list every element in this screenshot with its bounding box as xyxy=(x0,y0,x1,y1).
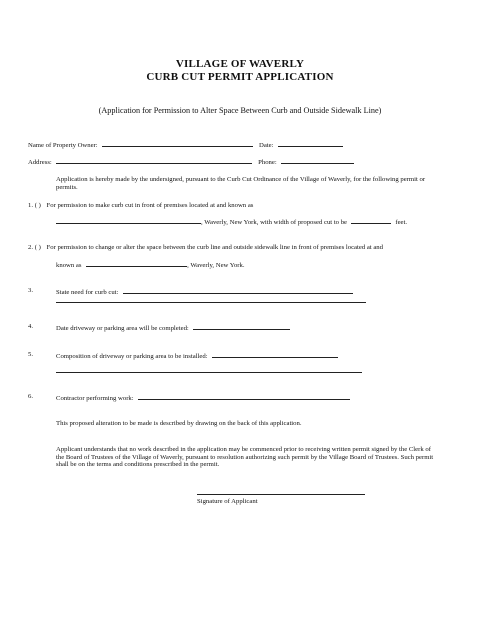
understanding-paragraph: Applicant understands that no work described in the application may be commenced prior to receiving written permit signed by the Clerk of the Board of Trustees of the Village of Waverly, pursuant to resolution authorizing such permit by the Village Board of Trustees. Such permit shall be on the terms and conditions prescribed in the permit. xyxy=(56,446,434,469)
address-row xyxy=(28,157,354,167)
date-field[interactable] xyxy=(278,140,343,147)
village-title: VILLAGE OF WAVERLY xyxy=(175,58,305,70)
item-2-line-1 xyxy=(28,244,383,252)
item-3-field-line-2[interactable] xyxy=(56,302,366,303)
item-2-checkbox[interactable]: 2. ( ) xyxy=(28,244,41,251)
item-2-location-field[interactable] xyxy=(86,260,187,267)
item-1-line-1 xyxy=(28,202,253,210)
item-2-text: For permission to change or alter the space between the curb line and outside sidewalk line in front of premises located at and xyxy=(46,244,383,251)
item-3-num: 3. xyxy=(28,287,34,294)
item-6-label: Contractor performing work: xyxy=(56,395,134,402)
item-3-field[interactable] xyxy=(123,287,353,294)
item-6-num: 6. xyxy=(28,393,34,400)
phone-label: Phone: xyxy=(258,159,277,166)
date-label: Date: xyxy=(259,142,274,149)
owner-row xyxy=(28,140,343,150)
item-5-field[interactable] xyxy=(212,351,338,358)
item-1-mid-text: , Waverly, New York, with width of proposed cut to be xyxy=(201,219,348,226)
item-4-field[interactable] xyxy=(193,323,290,330)
item-2-known-label: known as xyxy=(56,262,82,269)
item-6-field[interactable] xyxy=(138,393,350,400)
form-title: CURB CUT PERMIT APPLICATION xyxy=(146,71,334,83)
item-4-label: Date driveway or parking area will be completed: xyxy=(56,325,189,332)
item-1-width-field[interactable] xyxy=(351,217,391,224)
owner-field[interactable] xyxy=(102,140,253,147)
phone-field[interactable] xyxy=(281,157,354,164)
item-4-row xyxy=(56,323,290,333)
item-1-checkbox[interactable]: 1. ( ) xyxy=(28,202,41,209)
item-1-line-2 xyxy=(56,217,407,227)
owner-label: Name of Property Owner: xyxy=(28,142,98,149)
item-3-label: State need for curb cut: xyxy=(56,289,119,296)
drawing-note: This proposed alteration to be made is described by drawing on the back of this application. xyxy=(56,420,302,427)
item-6-row xyxy=(56,393,350,403)
item-5-label: Composition of driveway or parking area to be installed: xyxy=(56,353,208,360)
signature-field[interactable] xyxy=(197,494,365,495)
item-1-text: For permission to make curb cut in front of premises located at and known as xyxy=(46,202,254,209)
form-subtitle: (Application for Permission to Alter Space Between Curb and Outside Sidewalk Line) xyxy=(98,106,382,115)
item-1-location-field[interactable] xyxy=(56,217,201,224)
item-5-num: 5. xyxy=(28,351,34,358)
intro-paragraph: Application is hereby made by the undersigned, pursuant to the Curb Cut Ordinance of the Village of Waverly, for the following permit or permits. xyxy=(56,176,426,191)
item-1-feet-label: feet. xyxy=(395,219,408,226)
signature-label: Signature of Applicant xyxy=(197,498,258,505)
item-5-row xyxy=(56,351,338,361)
item-2-line-2 xyxy=(56,260,245,270)
address-label: Address: xyxy=(28,159,52,166)
address-field[interactable] xyxy=(56,157,252,164)
item-3-row xyxy=(56,287,353,297)
item-2-tail-text: , Waverly, New York. xyxy=(187,262,245,269)
item-4-num: 4. xyxy=(28,323,34,330)
item-5-field-line-2[interactable] xyxy=(56,372,362,373)
